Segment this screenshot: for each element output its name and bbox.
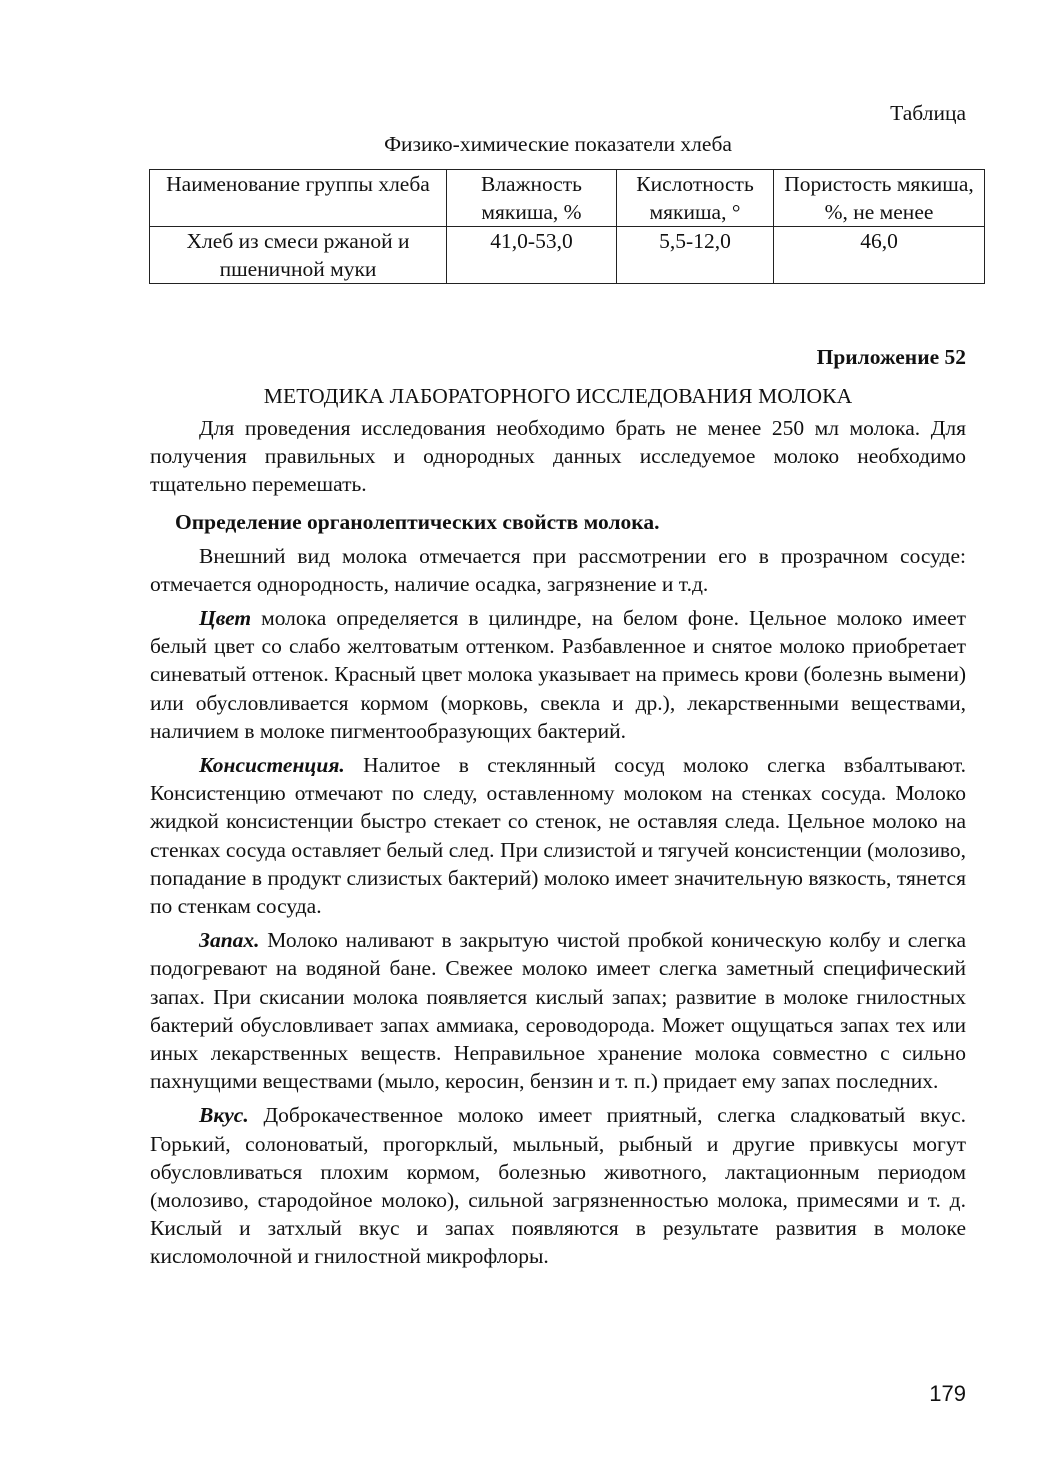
smell-text: Молоко наливают в закрытую чистой пробкой коническую колбу и слегка подогревают на водяной бане. Свежее молоко имеет слегка заметный специфический запах. При скисании молока появляется кислый запах; развитие в молоке гнилостных бактерий обусловливает запах аммиака, сероводорода. Может ощущаться запах тех или иных лекарственных веществ. Неправильное хранение молока совместно с сильно пахнущими веществами (мыло, керосин, бензин и т. п.) придает ему запах последних. — [150, 928, 966, 1094]
table-cell: 41,0-53,0 — [447, 227, 617, 284]
table-row — [150, 227, 985, 284]
document-page — [150, 98, 974, 1271]
method-title: МЕТОДИКА ЛАБОРАТОРНОГО ИССЛЕДОВАНИЯ МОЛОКА — [263, 384, 853, 408]
table-cell: Хлеб из смеси ржаной и пшеничной муки — [150, 227, 447, 284]
section-heading: Определение органолептических свойств молока. — [175, 509, 660, 534]
table-header-cell: Наименование группы хлеба — [150, 170, 447, 227]
smell-paragraph — [150, 926, 966, 1095]
color-text: молока определяется в цилиндре, на белом фоне. Цельное молоко имеет белый цвет со слабо желтоватым оттенком. Разбавленное и снятое молоко приобретает синеватый оттенок. Красный цвет молока указывает на примесь крови (болезнь вымени) или обусловливается кормом (морковь, свекла и др.), лекарственными веществами, наличием в молоке пигментообразующих бактерий. — [150, 606, 966, 743]
consistency-text: Налитое в стеклянный сосуд молоко слегка взбалтывают. Консистенцию отмечают по следу, оставленному молоком на стенках сосуда. Молоко жидкой консистенции быстро стекает со стенок, не оставляя следа. Цельное молоко на стенках сосуда оставляет белый след. При слизистой и тягучей консистенции (молозиво, попадание в продукт слизистых бактерий) молоко имеет значительную вязкость, тянется по стенкам сосуда. — [150, 753, 966, 919]
table-cell: 46,0 — [774, 227, 985, 284]
smell-term: Запах. — [199, 928, 260, 953]
table-title: Физико-химические показатели хлеба — [384, 132, 732, 156]
taste-paragraph — [150, 1101, 966, 1270]
table-cell: 5,5-12,0 — [617, 227, 774, 284]
page-number: 179 — [929, 1381, 966, 1406]
appendix-heading: Приложение 52 — [816, 345, 966, 369]
table-header-cell: Пористость мякиша, %, не менее — [774, 170, 985, 227]
consistency-paragraph — [150, 751, 966, 920]
table-header-cell: Кислотность мякиша, ° — [617, 170, 774, 227]
intro-paragraph: Для проведения исследования необходимо брать не менее 250 мл молока. Для получения правильных и однородных данных исследуемое молоко необходимо тщательно перемешать. — [150, 416, 966, 497]
taste-term: Вкус. — [199, 1103, 249, 1128]
taste-text: Доброкачественное молоко имеет приятный, слегка сладковатый вкус. Горький, солоноватый, прогорклый, мыльный, рыбный и другие привкусы могут обусловливаться плохим кормом, болезнью животного, лактационным периодом (молозиво, стародойное молоко), сильной загрязненностью молока, примесями и т. д. Кислый и затхлый вкус и запах появляются в результате развития в молоке кисломолочной и гнилостной микрофлоры. — [150, 1103, 966, 1269]
color-paragraph — [150, 604, 966, 745]
consistency-term: Консистенция. — [199, 753, 345, 778]
table-header-cell: Влажность мякиша, % — [447, 170, 617, 227]
color-term: Цвет — [199, 606, 252, 631]
bread-indicators-table — [149, 169, 985, 284]
table-header-row — [150, 170, 985, 227]
table-label: Таблица — [890, 101, 966, 125]
appearance-paragraph: Внешний вид молока отмечается при рассмотрении его в прозрачном сосуде: отмечается однородность, наличие осадка, загрязнение и т.д. — [150, 543, 966, 596]
